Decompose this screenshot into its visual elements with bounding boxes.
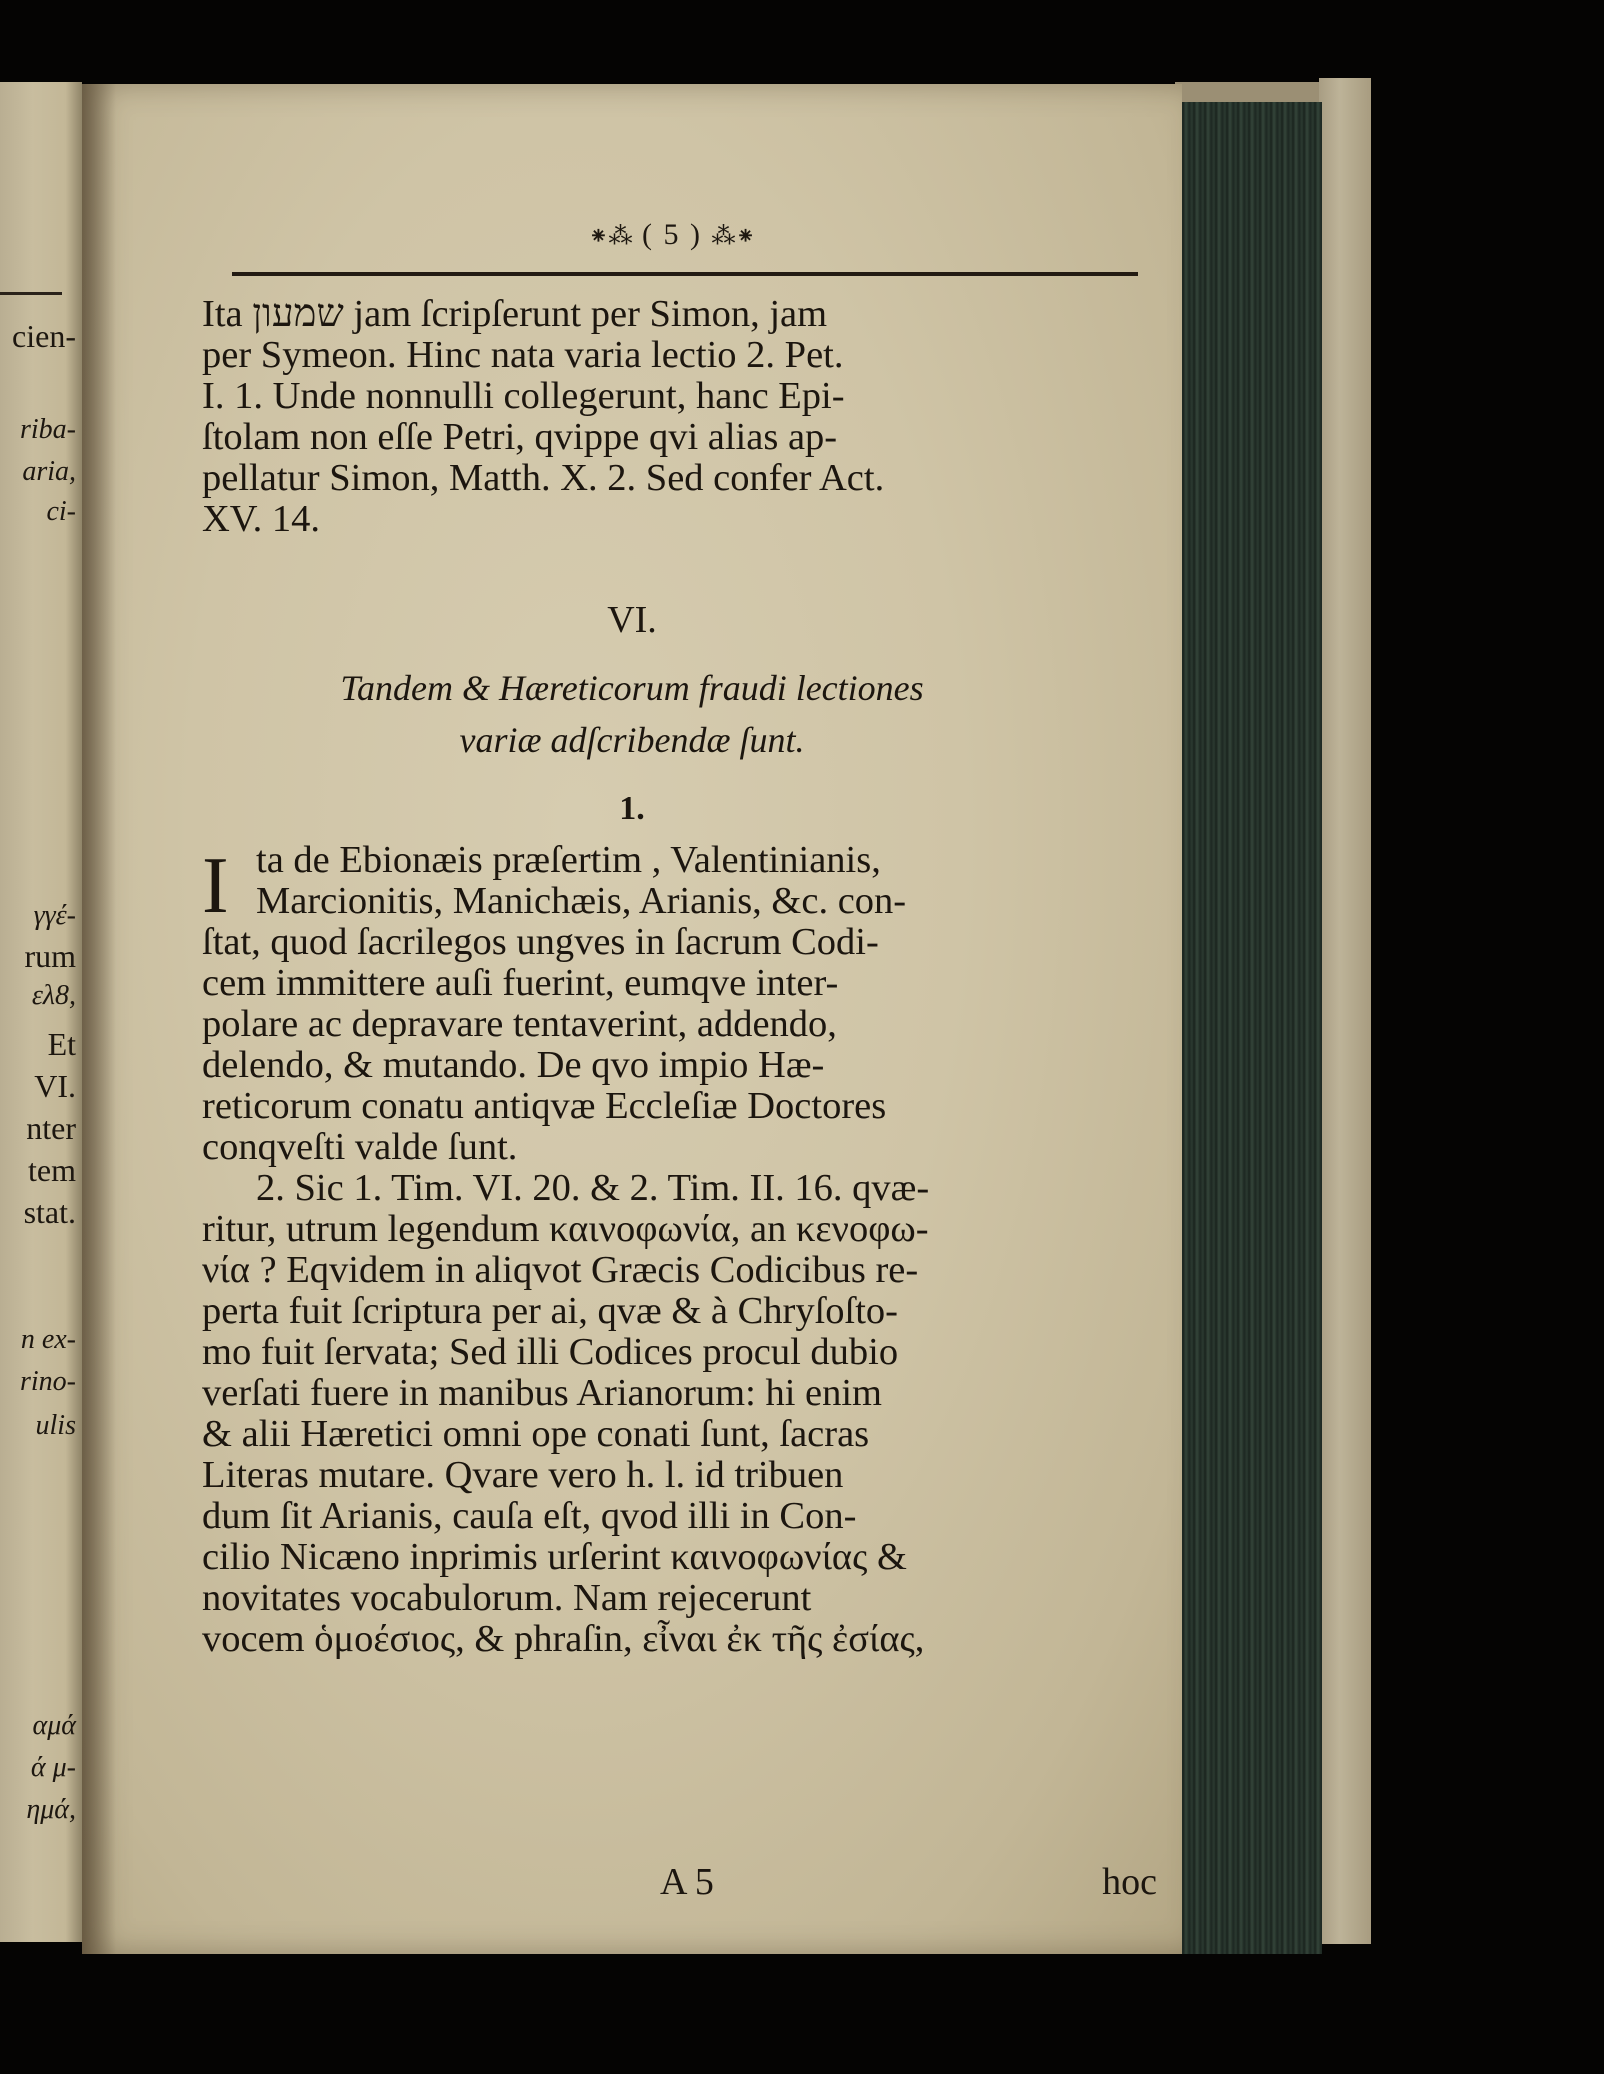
header-rule [232,272,1138,276]
text-line: vocem ὁμοέσιος, & phraſin, εἶναι ἐκ τῆς ἐσίας, [202,1618,925,1660]
section-title-line: variæ adſcribendæ ſunt. [459,720,805,760]
previous-page-rule [0,292,62,295]
text-block-intro [202,294,1157,540]
text-block-main [202,840,1157,1660]
previous-page-fragment: αμά [32,1710,76,1741]
text-line: & alii Hæretici omni ope conati ſunt, ſacras [202,1413,870,1455]
previous-page-fragment: VI. [34,1068,76,1104]
text-line: verſati fuere in manibus Arianorum: hi enim [202,1372,882,1414]
text-line: ſtat, quod ſacrilegos ungves in ſacrum Codi- [202,921,879,963]
previous-page-fragment: ci- [46,496,76,527]
section-title-line: Tandem & Hæreticorum fraudi lectiones [340,668,924,708]
subsection-number: 1. [619,790,645,827]
text-line: Ita שמעון jam ſcripſerunt per Simon, jam [202,293,828,335]
text-line: 2. Sic 1. Tim. VI. 20. & 2. Tim. II. 16. qvæ- [256,1167,930,1209]
header-ornament-right: ⁂⁕ [711,224,756,250]
text-line: Literas mutare. Qvare vero h. l. id tribuen [202,1454,844,1496]
drop-cap: I [202,842,229,930]
previous-page-fragment: ulis [35,1410,76,1441]
text-line: reticorum conatu antiqvæ Eccleſiæ Doctores [202,1085,887,1127]
section-number: VI. [607,599,657,641]
previous-page-fragment: rum [24,938,76,974]
previous-page-fragment: aria, [22,456,76,487]
gutter-shadow [82,84,116,1954]
text-line: perta fuit ſcriptura per ai, qvæ & à Chryſoſto- [202,1290,899,1332]
text-line: Marcionitis, Manichæis, Arianis, &c. con- [256,880,907,922]
text-line: ſtolam non eſſe Petri, qvippe qvi alias ap- [202,416,838,458]
book-fore-edge [1175,102,1322,1954]
text-line: polare ac depravare tentaverint, addendo, [202,1003,837,1045]
previous-page-fragment: cien- [12,318,76,354]
text-line: cem immittere auſi fuerint, eumqve inter- [202,962,839,1004]
page-header [452,218,892,252]
previous-page-fragment: ημά, [26,1794,76,1825]
page-footer [202,1862,1157,1906]
previous-page-fragment: stat. [23,1194,76,1230]
page-number: ( 5 ) [642,218,702,251]
text-line: pellatur Simon, Matth. X. 2. Sed confer Act. [202,457,885,499]
text-line: dum ſit Arianis, cauſa eſt, qvod illi in Con- [202,1495,857,1537]
previous-page-fragment: nter [26,1110,76,1146]
signature-mark: A 5 [660,1861,714,1903]
previous-page-fragment: rino- [20,1366,76,1397]
text-line: XV. 14. [202,498,321,540]
text-line: delendo, & mutando. De qvo impio Hæ- [202,1044,825,1086]
text-line: ritur, utrum legendum καινοφωνία, an κενοφω- [202,1208,929,1250]
text-line: νία ? Eqvidem in aliqvot Græcis Codicibus re- [202,1249,919,1291]
previous-page-fragment: γγέ- [33,900,76,931]
text-line: cilio Nicæno inprimis urſerint καινοφωνίας & [202,1536,907,1578]
previous-page-fragment: tem [28,1152,76,1188]
text-line: conqveſti valde ſunt. [202,1126,518,1168]
text-line: ta de Ebionæis præſertim , Valentinianis, [256,839,881,881]
previous-page-edge [0,82,82,1942]
previous-page-fragment: riba- [20,414,76,445]
previous-page-fragment: Et [47,1026,76,1062]
previous-page-fragment: ελ8, [31,980,76,1011]
catchword: hoc [1102,1861,1157,1903]
section-title [82,662,1182,766]
text-line: mo fuit ſervata; Sed illi Codices procul dubio [202,1331,899,1373]
header-ornament-left: ⁕⁂ [588,224,633,250]
text-line: novitates vocabulorum. Nam rejecerunt [202,1577,812,1619]
book-cover-edge [1319,78,1371,1944]
previous-page-fragment: n ex- [20,1324,76,1355]
text-line: per Symeon. Hinc nata varia lectio 2. Pet. [202,334,844,376]
previous-page-fragment: ά μ- [30,1752,76,1783]
book-page [82,84,1182,1954]
text-line: I. 1. Unde nonnulli collegerunt, hanc Epi- [202,375,845,417]
